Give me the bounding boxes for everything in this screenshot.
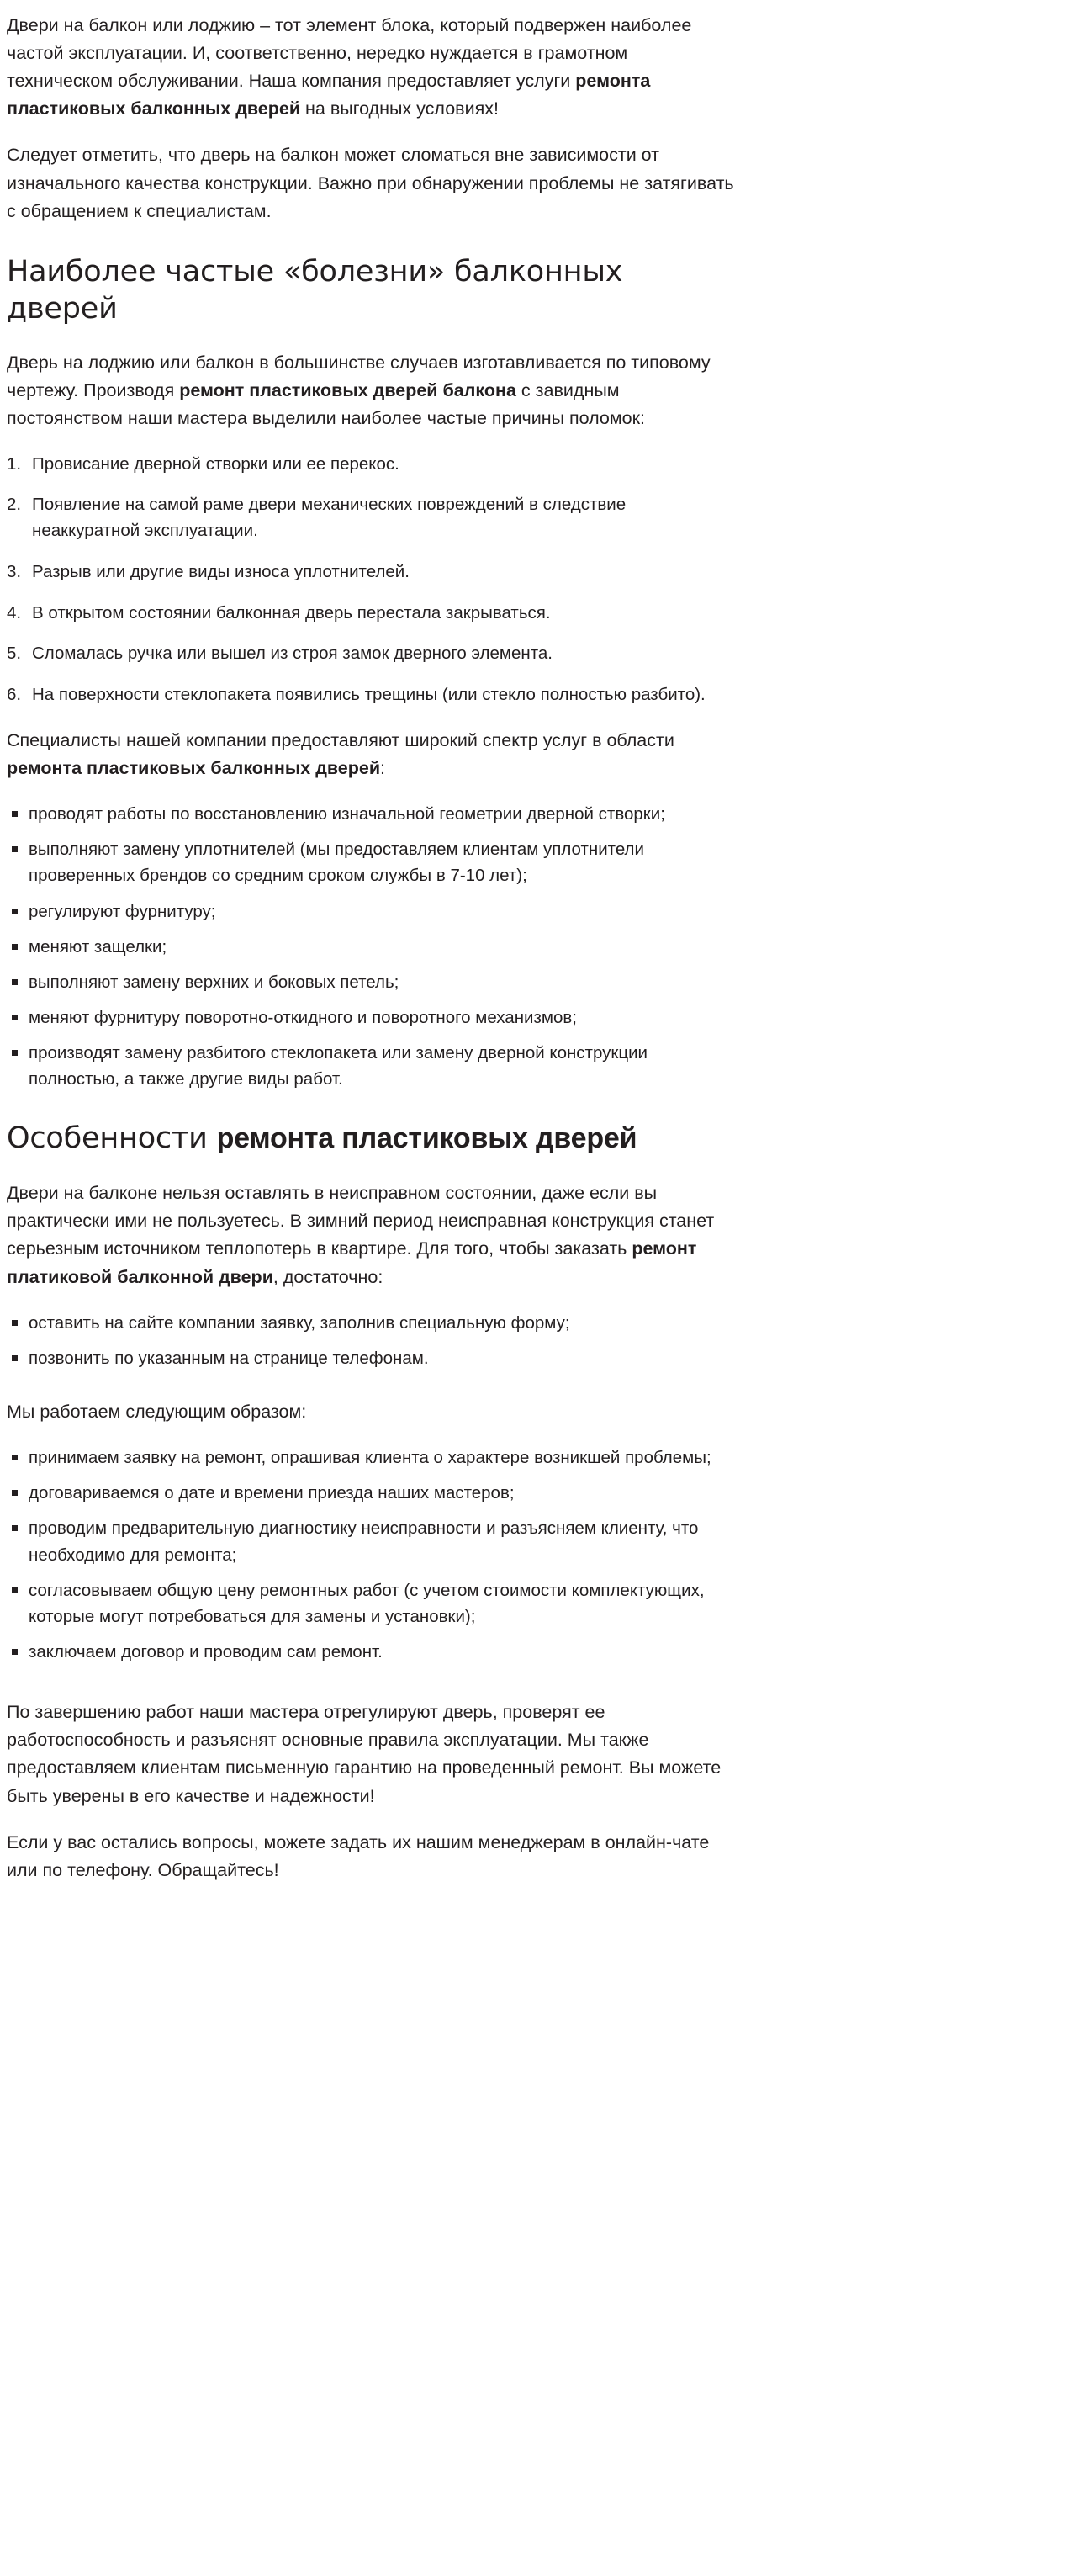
list-item: заключаем договор и проводим сам ремонт. — [7, 1639, 736, 1665]
list-item: договариваемся о дате и времени приезда наших мастеров; — [7, 1480, 736, 1506]
features-heading-normal: Особенности — [7, 1121, 217, 1156]
closing-paragraph-1: По завершению работ наши мастера отрегулируют дверь, проверят ее работоспособность и разъяснят основные правила эксплуатации. Мы также предоставляем клиентам письменную гарантию на проведенный ремонт. Вы можете быть уверены в его качестве и надежности! — [7, 1702, 722, 1806]
common-problems-intro — [7, 349, 736, 432]
list-item: В открытом состоянии балконная дверь перестала закрываться. — [32, 602, 551, 623]
body-text: Следует отметить, что дверь на балкон может сломаться вне зависимости от изначального качества конструкции. Важно при обнаружении проблемы не затягивать с обращением к специалистам. — [7, 145, 734, 221]
intro-paragraph-1 — [7, 12, 736, 123]
list-item: меняют защелки; — [7, 934, 736, 960]
list-item: проводят работы по восстановлению изначальной геометрии дверной створки; — [7, 801, 736, 827]
list-item: проводим предварительную диагностику неисправности и разъясняем клиенту, что необходимо для ремонта; — [7, 1515, 736, 1567]
emphasis-text: ремонт пластиковых дверей балкона — [179, 380, 516, 401]
features-heading-bold: ремонта пластиковых дверей — [216, 1122, 637, 1155]
section-heading-features — [7, 1121, 736, 1158]
list-item: выполняют замену уплотнителей (мы предоставляем клиентам уплотнители проверенных брендов со средним сроком службы в 7-10 лет); — [7, 836, 736, 888]
list-item: Сломалась ручка или вышел из строя замок дверного элемента. — [32, 644, 553, 664]
spacer — [7, 1683, 736, 1699]
order-options-list — [7, 1310, 736, 1371]
body-text: Двери на балконе нельзя оставлять в неисправном состоянии, даже если вы практически ими не пользуетесь. В зимний период неисправная конструкция станет серьезным источником теплопотерь в квартире. Для того, чтобы заказать — [7, 1183, 715, 1259]
list-item: выполняют замену верхних и боковых петель; — [7, 969, 736, 995]
list-item: Разрыв или другие виды износа уплотнителей. — [32, 561, 410, 581]
emphasis-text: ремонт платиковой балконной двери — [7, 1238, 697, 1287]
list-item: Провисание дверной створки или ее перекос. — [32, 453, 399, 474]
closing-paragraph-2: Если у вас остались вопросы, можете задать их нашим менеджерам в онлайн-чате или по телефону. Обращайтесь! — [7, 1831, 710, 1880]
workflow-intro: Мы работаем следующим образом: — [7, 1401, 307, 1422]
body-text: с завидным постоянством наши мастера выделили наиболее частые причины поломок: — [7, 380, 645, 429]
body-text: на выгодных условиях! — [300, 98, 499, 119]
list-item: меняют фурнитуру поворотно-откидного и поворотного механизмов; — [7, 1004, 736, 1031]
intro-paragraph-2 — [7, 141, 736, 225]
list-item: принимаем заявку на ремонт, опрашивая клиента о характере возникшей проблемы; — [7, 1444, 736, 1471]
spacer — [7, 1390, 736, 1398]
emphasis-text: ремонта пластиковых балконных дверей — [7, 757, 381, 778]
list-item: оставить на сайте компании заявку, заполнив специальную форму; — [7, 1310, 736, 1336]
features-paragraph — [7, 1179, 736, 1291]
list-item: На поверхности стеклопакета появились трещины (или стекло полностью разбито). — [32, 685, 706, 705]
services-list — [7, 801, 736, 1092]
body-text: Специалисты нашей компании предоставляют широкий спектр услуг в области — [7, 729, 674, 750]
list-item: производят замену разбитого стеклопакета или замену дверной конструкции полностью, а также другие виды работ. — [7, 1040, 736, 1092]
emphasis-text: ремонта пластиковых балконных дверей — [7, 71, 651, 119]
section-heading-common-problems: Наиболее частые «болезни» балконных дверей — [7, 254, 623, 326]
body-text: Дверь на лоджию или балкон в большинстве случаев изготавливается по типовому чертежу. Производя — [7, 352, 711, 401]
list-item: Появление на самой раме двери механических повреждений в следствие неаккуратной эксплуатации. — [32, 495, 627, 541]
workflow-list — [7, 1444, 736, 1665]
body-text: , достаточно: — [272, 1266, 383, 1287]
common-problems-list — [7, 452, 736, 708]
list-item: позвонить по указанным на странице телефонам. — [7, 1345, 736, 1371]
list-item: согласовываем общую цену ремонтных работ (с учетом стоимости комплектующих, которые могут потребоваться для замены и установки); — [7, 1577, 736, 1630]
services-intro — [7, 727, 736, 782]
list-item: регулируют фурнитуру; — [7, 898, 736, 925]
body-text: : — [380, 757, 386, 778]
body-text: Двери на балкон или лоджию – тот элемент блока, который подвержен наиболее частой эксплуатации. И, соответственно, нередко нуждается в грамотном техническом обслуживании. Наша компания предоставляет услуги — [7, 15, 692, 92]
